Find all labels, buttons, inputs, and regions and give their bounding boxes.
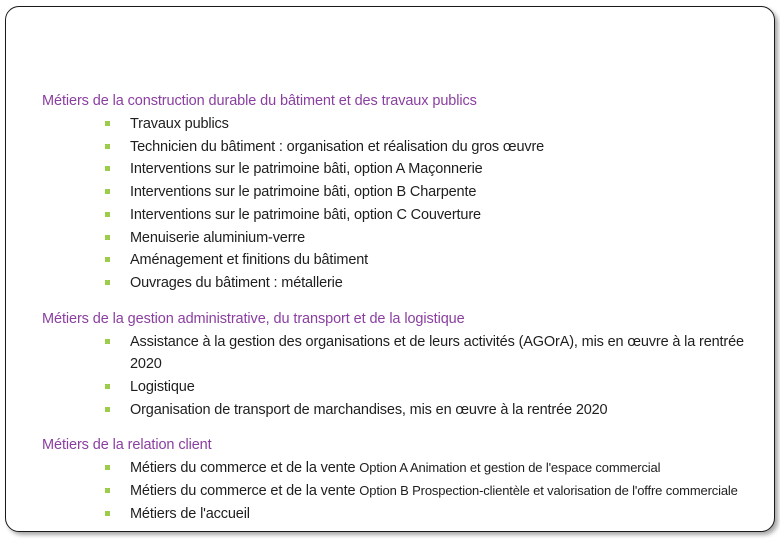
item-list xyxy=(42,331,762,422)
section-relation-client xyxy=(42,435,762,525)
bullet-icon xyxy=(105,511,110,516)
list-item: Métiers du commerce et de la vente Option A Animation et gestion de l'espace commercial xyxy=(105,457,762,480)
section-gestion xyxy=(42,309,762,422)
bullet-icon xyxy=(105,257,110,262)
section-heading: Métiers de la construction durable du bâtiment et des travaux publics xyxy=(42,93,477,109)
list-item: Interventions sur le patrimoine bâti, option A Maçonnerie xyxy=(105,158,762,181)
list-item: Métiers de l'accueil xyxy=(105,503,762,526)
bullet-icon xyxy=(105,166,110,171)
bullet-icon xyxy=(105,144,110,149)
slide-content xyxy=(42,91,762,526)
list-item: Organisation de transport de marchandises, mis en œuvre à la rentrée 2020 xyxy=(105,399,762,422)
list-item: Ouvrages du bâtiment : métallerie xyxy=(105,272,762,295)
bullet-icon xyxy=(105,235,110,240)
list-item: Menuiserie aluminium-verre xyxy=(105,227,762,250)
item-list xyxy=(42,113,762,295)
bullet-icon xyxy=(105,465,110,470)
bullet-icon xyxy=(105,280,110,285)
section-construction xyxy=(42,91,762,295)
list-item: Technicien du bâtiment : organisation et réalisation du gros œuvre xyxy=(105,136,762,159)
section-heading: Métiers de la gestion administrative, du transport et de la logistique xyxy=(42,310,465,327)
bullet-icon xyxy=(105,121,110,126)
item-list xyxy=(42,457,762,525)
list-item: Logistique xyxy=(105,376,762,399)
bullet-icon xyxy=(105,212,110,217)
bullet-icon xyxy=(105,407,110,412)
section-heading: Métiers de la relation client xyxy=(42,437,212,454)
list-item: Interventions sur le patrimoine bâti, option C Couverture xyxy=(105,204,762,227)
list-item: Travaux publics xyxy=(105,113,762,136)
bullet-icon xyxy=(105,189,110,194)
list-item: Interventions sur le patrimoine bâti, option B Charpente xyxy=(105,181,762,204)
bullet-icon xyxy=(105,339,110,344)
bullet-icon xyxy=(105,488,110,493)
bullet-icon xyxy=(105,384,110,389)
slide-frame xyxy=(5,6,775,532)
list-item: Assistance à la gestion des organisations et de leurs activités (AGOrA), mis en œuvre à la rentrée 2020 xyxy=(105,331,762,376)
list-item: Métiers du commerce et de la vente Option B Prospection-clientèle et valorisation de l'offre commerciale xyxy=(105,480,762,503)
list-item: Aménagement et finitions du bâtiment xyxy=(105,249,762,272)
